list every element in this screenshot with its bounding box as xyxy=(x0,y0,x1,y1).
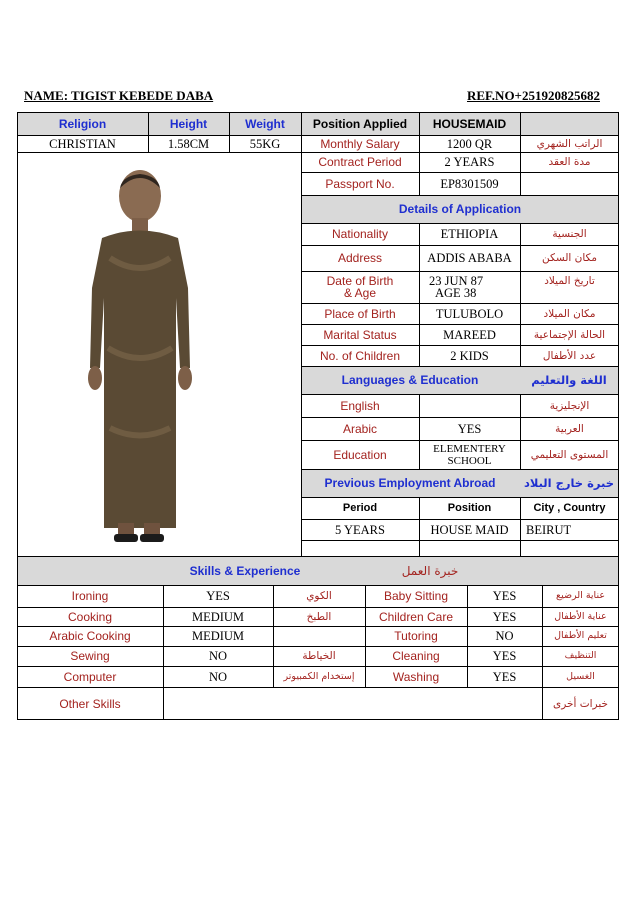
passport-label: Passport No. xyxy=(325,176,395,191)
nationality-arabic: الجنسية xyxy=(552,228,587,240)
religion-value: CHRISTIAN xyxy=(49,136,116,151)
education-arabic: المستوى التعليمي xyxy=(530,448,609,461)
skill-computer-label: Computer xyxy=(63,669,117,684)
skill-computer-arabic: إستخدام الكمبيوتر xyxy=(283,670,355,682)
skill-tutoring-label: Tutoring xyxy=(394,629,438,643)
candidate-photo xyxy=(80,168,220,548)
address-arabic: مكان السكن xyxy=(542,252,597,264)
address-label: Address xyxy=(337,251,383,265)
height-header: Height xyxy=(148,113,229,135)
marital-status-arabic: الحالة الإجتماعية xyxy=(533,328,606,341)
skill-cleaning-label: Cleaning xyxy=(392,649,440,663)
skill-arabic-cooking-value: MEDIUM xyxy=(191,629,245,643)
contract-period-value: 2 YEARS xyxy=(444,155,495,169)
passport-value: EP8301509 xyxy=(440,176,499,191)
skill-ironing-label: Ironing xyxy=(71,589,109,603)
dob-label-line2: & Age xyxy=(343,286,377,300)
skill-cleaning-value: YES xyxy=(492,649,517,663)
position-applied-value: HOUSEMAID xyxy=(419,113,520,135)
skill-washing-label: Washing xyxy=(392,669,440,684)
education-label: Education xyxy=(333,447,387,462)
other-skills-arabic: خبرات أخرى xyxy=(553,697,609,710)
employment-col-period: Period xyxy=(342,502,378,514)
nationality-label: Nationality xyxy=(331,227,389,241)
monthly-salary-arabic: الراتب الشهري xyxy=(536,137,603,150)
skill-tutoring-arabic: تعليم الأطفال xyxy=(554,630,607,641)
children-arabic: عدد الأطفال xyxy=(542,349,597,362)
english-arabic: الإنجليزية xyxy=(549,399,590,412)
skill-sewing-arabic: الخياطة xyxy=(302,650,336,662)
contract-period-label: Contract Period xyxy=(318,155,402,169)
dob-label-line1: Date of Birth xyxy=(326,274,394,288)
reference-number: REF.NO+251920825682 xyxy=(467,88,600,103)
height-value: 1.58CM xyxy=(167,136,210,151)
dob-value xyxy=(419,271,520,303)
arabic-value: YES xyxy=(457,421,482,436)
dob-label xyxy=(301,271,419,303)
skill-sewing-label: Sewing xyxy=(70,649,110,663)
english-value xyxy=(419,394,520,417)
weight-header: Weight xyxy=(229,113,301,135)
skills-section-title-arabic: خبرة العمل xyxy=(401,563,459,578)
header-empty-cell xyxy=(520,113,619,135)
education-value xyxy=(419,440,520,469)
age-value: AGE 38 xyxy=(435,286,477,300)
skill-cooking-value: MEDIUM xyxy=(191,609,245,624)
skill-baby-sitting-value: YES xyxy=(492,589,517,603)
arabic-label: Arabic xyxy=(342,421,377,436)
marital-status-value: MAREED xyxy=(443,327,496,342)
other-skills-label: Other Skills xyxy=(59,696,121,711)
employment-period-value: 5 YEARS xyxy=(335,522,385,537)
languages-section-title-arabic: اللغة والتعليم xyxy=(519,366,619,394)
skill-tutoring-value: NO xyxy=(495,629,514,643)
skill-washing-value: YES xyxy=(492,669,517,684)
employment-city-value: BEIRUT xyxy=(526,522,572,537)
children-value: 2 KIDS xyxy=(450,348,489,363)
employment-col-position: Position xyxy=(447,502,492,514)
employment-col-city: City , Country xyxy=(533,502,606,514)
employment-section-title: Previous Employment Abroad xyxy=(301,469,519,497)
nationality-value: ETHIOPIA xyxy=(440,227,499,241)
monthly-salary-label: Monthly Salary xyxy=(320,136,400,151)
contract-period-arabic: مدة العقد xyxy=(548,156,591,168)
skill-ironing-value: YES xyxy=(206,589,230,603)
skill-children-care-arabic: عناية الأطفال xyxy=(554,610,607,622)
candidate-name: NAME: TIGIST KEBEDE DABA xyxy=(24,88,214,103)
position-applied-header: Position Applied xyxy=(301,113,419,135)
address-value: ADDIS ABABA xyxy=(427,251,512,265)
arabic-arabic: العربية xyxy=(555,422,584,435)
skill-ironing-arabic: الكوي xyxy=(306,590,332,602)
details-section-title: Details of Application xyxy=(301,195,619,223)
weight-value: 55KG xyxy=(249,136,281,151)
skill-children-care-value: YES xyxy=(492,609,517,624)
languages-section-title: Languages & Education xyxy=(301,366,519,394)
employment-section-title-arabic: خبرة خارج البلاد xyxy=(519,469,619,497)
place-of-birth-label: Place of Birth xyxy=(324,306,396,321)
skills-section-title: Skills & Experience xyxy=(189,563,301,578)
marital-status-label: Marital Status xyxy=(323,327,397,342)
dob-arabic: تاريخ الميلاد xyxy=(544,275,595,287)
skill-computer-value: NO xyxy=(208,669,228,684)
skill-arabic-cooking-label: Arabic Cooking xyxy=(49,629,131,643)
monthly-salary-value: 1200 QR xyxy=(446,136,493,151)
place-of-birth-arabic: مكان الميلاد xyxy=(543,307,596,320)
place-of-birth-value: TULUBOLO xyxy=(435,306,504,321)
skill-baby-sitting-arabic: عناية الرضيع xyxy=(556,590,605,601)
skill-sewing-value: NO xyxy=(208,649,228,663)
dob-date: 23 JUN 87 xyxy=(429,274,484,288)
children-label: No. of Children xyxy=(319,348,401,363)
english-label: English xyxy=(340,398,380,413)
religion-header: Religion xyxy=(17,113,148,135)
education-value-line1: ELEMENTERY xyxy=(433,442,506,455)
skill-cooking-label: Cooking xyxy=(67,609,113,624)
other-skills-value xyxy=(163,687,542,720)
skill-cooking-arabic: الطبخ xyxy=(306,610,332,623)
skill-children-care-label: Children Care xyxy=(378,609,454,624)
skill-cleaning-arabic: التنظيف xyxy=(564,650,597,661)
education-value-line2: SCHOOL xyxy=(447,454,492,467)
skill-arabic-cooking-arabic xyxy=(273,626,365,646)
skill-baby-sitting-label: Baby Sitting xyxy=(383,589,449,603)
skill-washing-arabic: الغسيل xyxy=(566,670,595,682)
employment-position-value: HOUSE MAID xyxy=(430,522,509,537)
